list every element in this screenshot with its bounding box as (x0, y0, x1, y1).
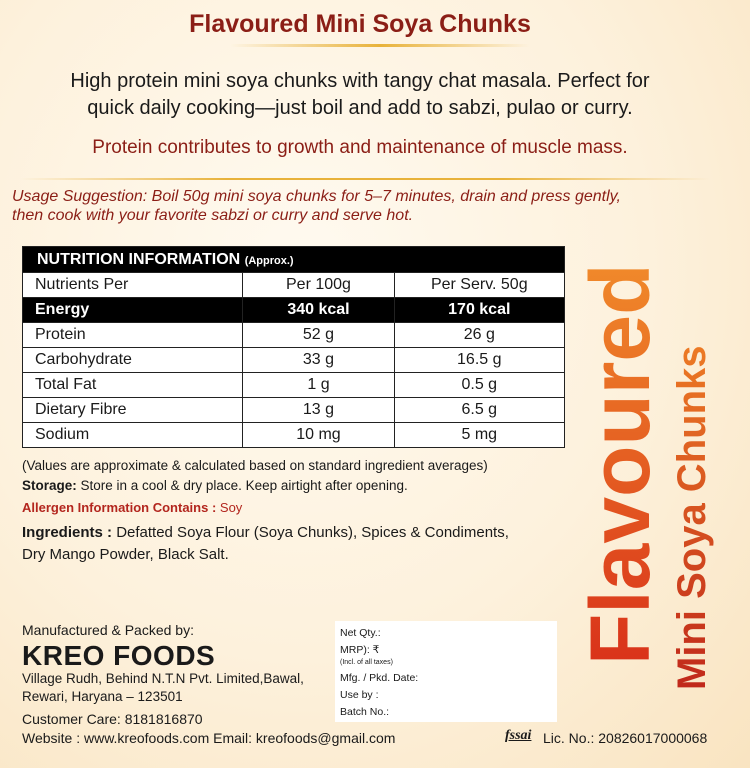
storage-info (22, 478, 408, 493)
vertical-brand-text (570, 264, 670, 665)
table-row (23, 398, 565, 423)
per-serving-value: 6.5 g (394, 398, 564, 423)
product-title: Flavoured Mini Soya Chunks (189, 10, 531, 38)
column-header: Per 100g (243, 273, 394, 298)
table-row (23, 423, 565, 448)
per-100g-value: 52 g (243, 323, 394, 348)
title-underline (230, 44, 530, 47)
per-serving-value: 26 g (394, 323, 564, 348)
health-claim: Protein contributes to growth and maintenance of muscle mass. (92, 137, 628, 158)
mfg-date-label: Mfg. / Pkd. Date: (340, 672, 419, 684)
per-serving-value: 170 kcal (394, 298, 564, 323)
per-100g-value: 13 g (243, 398, 394, 423)
ingredients (22, 522, 582, 566)
use-by-label: Use by : (340, 689, 379, 701)
brand-name: KREO FOODS (22, 640, 216, 671)
per-100g-value: 340 kcal (243, 298, 394, 323)
usage-line-1: Usage Suggestion: Boil 50g mini soya chunks for 5–7 minutes, drain and press gently, (12, 188, 621, 205)
website-email: Website : www.kreofoods.com Email: kreofoods@gmail.com (22, 730, 396, 746)
vertical-product-name: Mini Soya Chunks (670, 345, 714, 690)
allergen-info (22, 500, 242, 515)
address-line-2: Rewari, Haryana – 123501 (22, 689, 183, 704)
description-line-2: quick daily cooking—just boil and add to sabzi, pulao or curry. (87, 97, 633, 119)
per-100g-value: 1 g (243, 373, 394, 398)
batch-info-box (335, 621, 557, 722)
values-note: (Values are approximate & calculated based on standard ingredient averages) (22, 458, 488, 473)
ingredients-text-2: Dry Mango Powder, Black Salt. (22, 546, 229, 563)
usage-suggestion (12, 187, 732, 225)
mrp-label: MRP): ₹ (340, 644, 380, 656)
nutrient-name: Carbohydrate (23, 348, 243, 373)
per-100g-value: 10 mg (243, 423, 394, 448)
nutrition-column-headers (23, 273, 565, 298)
per-serving-value: 0.5 g (394, 373, 564, 398)
storage-label: Storage: (22, 478, 77, 493)
nutrition-heading-text: NUTRITION INFORMATION (37, 250, 241, 268)
per-100g-value: 33 g (243, 348, 394, 373)
vertical-flavoured: Flavoured (570, 264, 670, 665)
net-qty-label: Net Qty.: (340, 627, 381, 639)
nutrient-name: Protein (23, 323, 243, 348)
address-line-1: Village Rudh, Behind N.T.N Pvt. Limited,Bawal, (22, 671, 304, 686)
ingredients-text: Defatted Soya Flour (Soya Chunks), Spices & Condiments, (116, 524, 509, 541)
product-description (20, 68, 700, 122)
table-row (23, 323, 565, 348)
nutrition-table (22, 246, 565, 448)
divider (20, 178, 710, 180)
nutrient-name: Energy (23, 298, 243, 323)
usage-line-2: then cook with your favorite sabzi or curry and serve hot. (12, 207, 414, 224)
fssai-logo-icon: fssai (505, 728, 532, 743)
description-line-1: High protein mini soya chunks with tangy chat masala. Perfect for (70, 70, 650, 92)
column-header: Per Serv. 50g (394, 273, 564, 298)
nutrient-name: Total Fat (23, 373, 243, 398)
manufacturer-label: Manufactured & Packed by: (22, 622, 194, 638)
per-serving-value: 5 mg (394, 423, 564, 448)
customer-care: Customer Care: 8181816870 (22, 711, 203, 727)
address (22, 670, 304, 706)
nutrition-heading (23, 247, 565, 273)
license-number: Lic. No.: 20826017000068 (543, 730, 708, 746)
per-serving-value: 16.5 g (394, 348, 564, 373)
allergen-value: Soy (219, 500, 243, 515)
nutrient-name: Sodium (23, 423, 243, 448)
table-row (23, 373, 565, 398)
ingredients-label: Ingredients : (22, 524, 117, 541)
table-row (23, 298, 565, 323)
batch-no-label: Batch No.: (340, 706, 390, 718)
table-row (23, 348, 565, 373)
column-header: Nutrients Per (23, 273, 243, 298)
nutrition-heading-note: (Approx.) (244, 254, 294, 267)
nutrition-heading-row (23, 247, 565, 273)
nutrient-name: Dietary Fibre (23, 398, 243, 423)
allergen-label: Allergen Information Contains : (22, 500, 220, 515)
storage-text: Store in a cool & dry place. Keep airtight after opening. (76, 478, 408, 493)
incl-taxes-note: (Incl. of all taxes) (340, 659, 393, 666)
